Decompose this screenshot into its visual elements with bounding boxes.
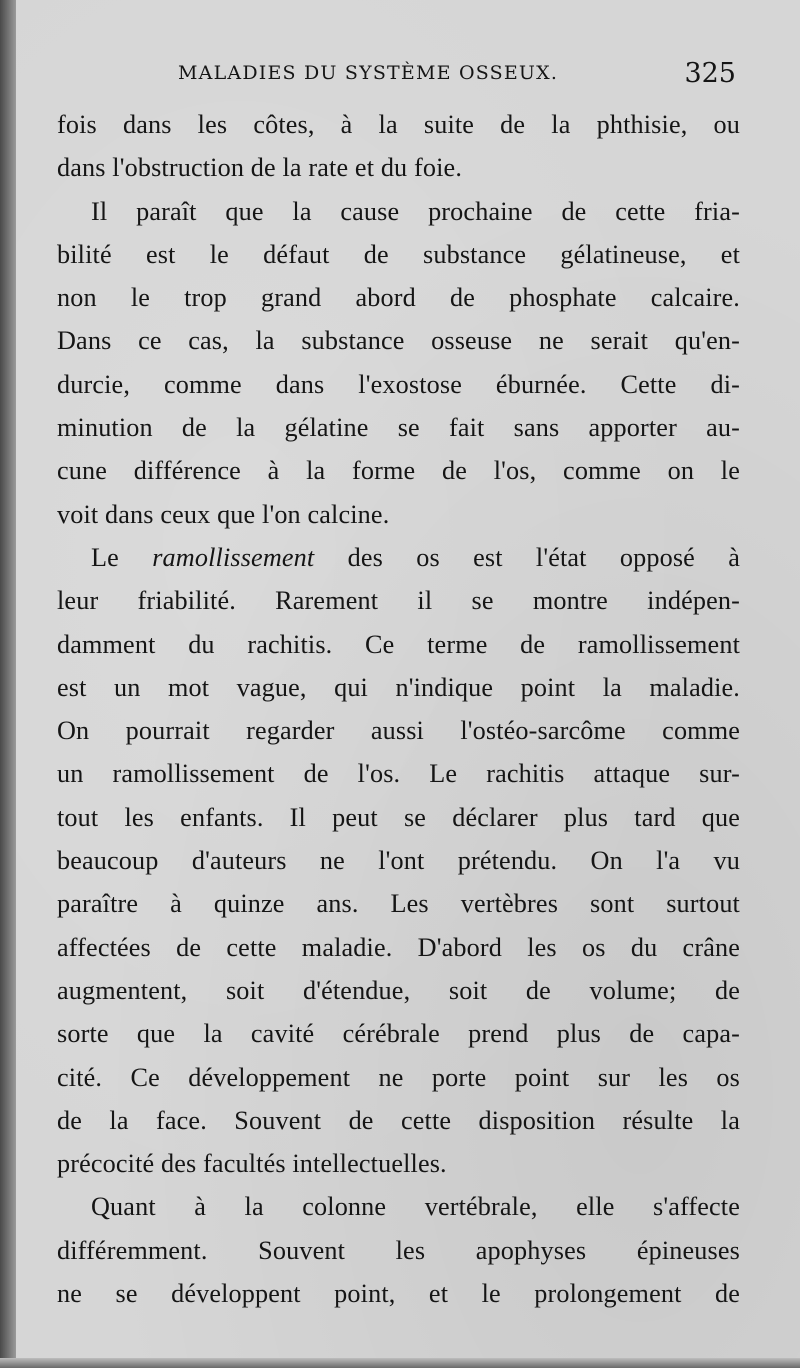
text-line: bilité est le défaut de substance gélatineuse, et (57, 239, 740, 269)
text-line: précocité des facultés intellectuelles. (57, 1149, 447, 1179)
text-line: beaucoup d'auteurs ne l'ont prétendu. On l'a vu (57, 846, 740, 876)
text-segment: des os est l'état opposé à (314, 542, 740, 572)
text-line: cune différence à la forme de l'os, comme on le (57, 456, 740, 486)
text-line: non le trop grand abord de phosphate calcaire. (57, 283, 740, 313)
page-number: 325 (684, 58, 736, 89)
text-line: Dans ce cas, la substance osseuse ne serait qu'en- (57, 326, 740, 356)
text-line: paraître à quinze ans. Les vertèbres sont surtout (57, 889, 740, 919)
body-text (57, 103, 740, 1315)
text-segment: Le (91, 542, 153, 572)
text-line: durcie, comme dans l'exostose éburnée. Cette di- (57, 369, 740, 399)
text-line: dans l'obstruction de la rate et du foie. (57, 153, 463, 183)
text-line: minution de la gélatine se fait sans apporter au- (57, 413, 740, 443)
text-line: un ramollissement de l'os. Le rachitis attaque sur- (57, 759, 740, 789)
italic-term: ramollissement (152, 542, 315, 572)
page-bottom-shadow (0, 1358, 800, 1368)
text-line: Il paraît que la cause prochaine de cette fria- (91, 196, 740, 226)
text-line: différemment. Souvent les apophyses épineuses (57, 1235, 740, 1265)
text-line: est un mot vague, qui n'indique point la maladie. (57, 672, 740, 702)
text-line: Quant à la colonne vertébrale, elle s'affecte (91, 1192, 740, 1222)
text-line: cité. Ce développement ne porte point sur les os (57, 1062, 740, 1092)
text-line: fois dans les côtes, à la suite de la phthisie, ou (57, 110, 740, 139)
page-header (60, 58, 740, 92)
text-line: affectées de cette maladie. D'abord les os du crâne (57, 932, 740, 962)
text-line: On pourrait regarder aussi l'ostéo-sarcôme comme (57, 716, 740, 746)
text-line: damment du rachitis. Ce terme de ramollissement (57, 629, 740, 659)
text-line: de la face. Souvent de cette disposition résulte la (57, 1105, 740, 1135)
text-line: voit dans ceux que l'on calcine. (57, 499, 390, 529)
text-line: augmentent, soit d'étendue, soit de volume; de (57, 975, 740, 1005)
text-line: leur friabilité. Rarement il se montre indépen- (57, 586, 740, 616)
text-line: sorte que la cavité cérébrale prend plus de capa- (57, 1019, 740, 1049)
running-head: MALADIES DU SYSTÈME OSSEUX. (178, 62, 559, 84)
text-line (57, 536, 740, 579)
text-line: tout les enfants. Il peut se déclarer plus tard que (57, 802, 740, 832)
page-left-shadow (0, 0, 16, 1368)
text-line: ne se développent point, et le prolongement de (57, 1279, 740, 1309)
